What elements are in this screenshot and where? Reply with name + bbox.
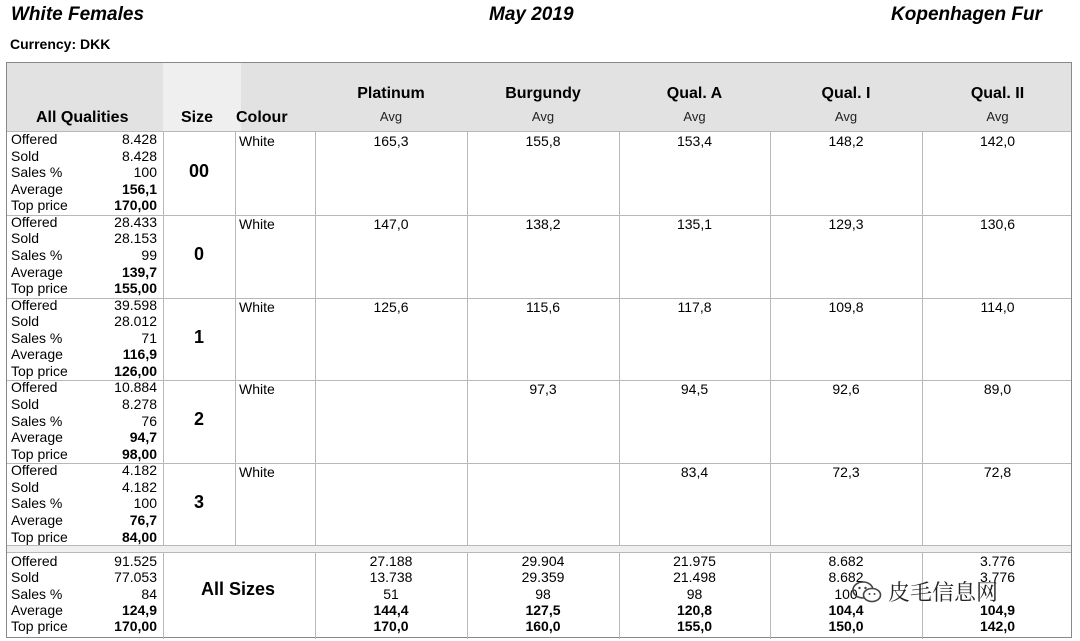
- size-label: 3: [193, 492, 204, 513]
- total-grade-value: 51: [383, 585, 399, 602]
- total-stat-value: 91.525: [114, 553, 157, 569]
- total-grade-value: 29.359: [521, 569, 565, 586]
- total-grade-value: 127,5: [525, 601, 561, 618]
- wechat-icon: [852, 580, 882, 604]
- header-grade-1: Burgundy: [505, 85, 581, 102]
- stat-label: Sales %: [11, 412, 63, 429]
- avg-value: 138,2: [525, 215, 561, 232]
- stat-value: 28.153: [114, 230, 157, 247]
- price-table: [6, 62, 1072, 638]
- row-divider: [7, 545, 1071, 546]
- watermark: [852, 576, 998, 607]
- total-grade-value: 29.904: [521, 553, 565, 569]
- stat-label: Average: [11, 346, 63, 363]
- size-label: 1: [193, 326, 204, 347]
- stat-value: 71: [141, 329, 157, 346]
- avg-value: 92,6: [832, 381, 860, 398]
- stat-label: Offered: [11, 462, 58, 479]
- col-divider: [770, 131, 771, 545]
- stat-value: 155,00: [114, 280, 157, 297]
- total-stat-label: Sold: [11, 569, 40, 586]
- stat-label: Sold: [11, 230, 40, 247]
- avg-value: 125,6: [373, 298, 409, 315]
- avg-value: 109,8: [828, 298, 864, 315]
- stat-value: 126,00: [114, 363, 157, 379]
- stat-label: Offered: [11, 296, 58, 313]
- stat-value: 139,7: [121, 263, 157, 280]
- colour-label: White: [239, 298, 275, 315]
- stat-value: 99: [141, 247, 157, 263]
- col-divider: [467, 131, 468, 545]
- avg-value: 155,8: [525, 133, 561, 149]
- stat-value: 170,00: [114, 197, 157, 214]
- stat-value: 4.182: [121, 478, 157, 495]
- size-label: 00: [188, 161, 210, 181]
- stat-label: Sold: [11, 313, 40, 330]
- stat-value: 98,00: [121, 445, 157, 462]
- stat-label: Offered: [11, 379, 58, 396]
- total-grade-value: 170,0: [373, 618, 409, 635]
- stat-label: Top price: [11, 197, 68, 214]
- stat-value: 100: [133, 164, 157, 181]
- stat-value: 116,9: [122, 346, 157, 363]
- header-size: Size: [181, 109, 214, 126]
- avg-value: 89,0: [983, 381, 1012, 398]
- stat-value: 8.428: [121, 131, 157, 147]
- header-avg-1: Avg: [531, 109, 555, 124]
- colour-label: White: [239, 215, 275, 232]
- total-stat-label: Top price: [11, 618, 68, 635]
- stat-value: 156,1: [121, 180, 157, 197]
- all-sizes-label: All Sizes: [200, 579, 276, 599]
- total-grade-value: 142,0: [979, 618, 1016, 635]
- col-divider: [619, 131, 620, 545]
- colour-label: White: [239, 464, 275, 481]
- total-grade-value: 98: [535, 585, 551, 602]
- colour-label: White: [239, 133, 275, 149]
- size-label: 2: [193, 409, 204, 430]
- stat-label: Sold: [11, 147, 40, 164]
- avg-value: 72,3: [832, 464, 860, 481]
- total-grade-value: 150,0: [828, 618, 864, 635]
- colour-label: White: [239, 381, 275, 398]
- stat-label: Offered: [11, 213, 58, 230]
- stat-value: 4.182: [121, 462, 157, 479]
- stat-label: Sales %: [11, 247, 63, 263]
- avg-value: 72,8: [983, 464, 1012, 481]
- stat-label: Sales %: [11, 164, 63, 181]
- total-grade-value: 27.188: [369, 553, 413, 569]
- stat-value: 10.884: [114, 379, 157, 396]
- total-grade-value: 13.738: [369, 569, 413, 586]
- stat-value: 8.428: [121, 147, 157, 164]
- total-grade-value: 98: [686, 585, 703, 602]
- avg-value: 115,6: [526, 298, 560, 315]
- total-stat-label: Offered: [11, 553, 58, 569]
- stat-label: Top price: [11, 363, 68, 379]
- total-grade-value: 21.975: [673, 553, 716, 569]
- total-grade-value: 21.498: [673, 569, 716, 586]
- total-grade-value: 144,4: [373, 601, 409, 618]
- col-divider: [922, 131, 923, 545]
- col-divider: [315, 131, 316, 545]
- total-grade-value: 104,4: [828, 601, 864, 618]
- avg-value: 94,5: [680, 381, 709, 398]
- stat-value: 39.598: [114, 296, 157, 313]
- header-grade-0: Platinum: [357, 85, 425, 102]
- section-gap: [7, 545, 1071, 552]
- stat-label: Average: [11, 263, 63, 280]
- header-avg-4: Avg: [986, 109, 1009, 124]
- avg-value: 153,4: [676, 133, 713, 149]
- total-stat-value: 77.053: [114, 569, 157, 586]
- watermark-text: 皮毛信息网: [888, 580, 999, 605]
- header-all-qualities: All Qualities: [36, 109, 129, 126]
- stat-value: 94,7: [129, 429, 157, 446]
- total-grade-value: 3.776: [979, 553, 1016, 569]
- stat-label: Sold: [11, 396, 40, 412]
- stat-value: 84,00: [121, 528, 157, 545]
- size-label: 0: [193, 243, 204, 264]
- total-stat-value: 170,00: [114, 618, 157, 635]
- header-avg-0: Avg: [379, 109, 403, 124]
- header-grade-2: Qual. A: [666, 85, 723, 102]
- header-grade-4: Qual. II: [970, 85, 1025, 102]
- stat-label: Average: [11, 512, 63, 528]
- avg-value: 117,8: [677, 298, 712, 315]
- avg-value: 165,3: [373, 133, 409, 149]
- total-grade-value: 160,0: [525, 618, 561, 635]
- stat-value: 100: [133, 495, 157, 512]
- avg-value: 129,3: [828, 215, 864, 232]
- stat-value: 76: [141, 412, 157, 429]
- avg-value: 148,2: [828, 133, 864, 149]
- total-grade-value: 104,9: [979, 601, 1016, 618]
- total-grade-value: 8.682: [828, 569, 864, 586]
- report-month: May 2019: [489, 4, 574, 25]
- total-stat-label: Sales %: [11, 585, 63, 602]
- stat-label: Sales %: [11, 495, 63, 512]
- currency-label: Currency: DKK: [10, 36, 111, 52]
- row-divider: [7, 131, 1071, 132]
- total-grade-value: 100: [834, 585, 858, 602]
- avg-value: 130,6: [979, 215, 1016, 232]
- stat-value: 28.433: [114, 213, 157, 230]
- total-grade-value: 3.776: [979, 569, 1016, 586]
- avg-value: 135,1: [676, 215, 713, 232]
- avg-value: 83,4: [680, 464, 709, 481]
- total-stat-value: 84: [141, 585, 157, 602]
- avg-value: 147,0: [373, 215, 409, 232]
- total-grade-value: 155,0: [676, 618, 713, 635]
- report-title: White Females: [11, 4, 145, 25]
- stat-label: Top price: [11, 445, 68, 462]
- stat-label: Average: [11, 429, 63, 446]
- stat-value: 8.278: [121, 396, 157, 412]
- stat-label: Sold: [11, 478, 40, 495]
- report-source: Kopenhagen Fur: [891, 4, 1042, 25]
- header-grade-3: Qual. I: [821, 85, 871, 102]
- stat-label: Top price: [11, 280, 68, 297]
- stat-value: 28.012: [114, 313, 157, 330]
- stat-value: 76,7: [129, 512, 157, 528]
- avg-value: 142,0: [979, 133, 1016, 149]
- stat-label: Offered: [11, 131, 58, 147]
- stat-label: Average: [11, 180, 63, 197]
- header-colour: Colour: [236, 109, 288, 126]
- stat-label: Sales %: [11, 329, 63, 346]
- total-grade-value: 8.682: [828, 553, 864, 569]
- header-avg-2: Avg: [683, 109, 706, 124]
- total-grade-value: 120,8: [676, 601, 713, 618]
- total-stat-label: Average: [11, 601, 63, 618]
- stat-label: Top price: [11, 528, 68, 545]
- avg-value: 97,3: [529, 381, 557, 398]
- avg-value: 114,0: [980, 298, 1015, 315]
- total-stat-value: 124,9: [121, 601, 157, 618]
- header-avg-3: Avg: [834, 109, 858, 124]
